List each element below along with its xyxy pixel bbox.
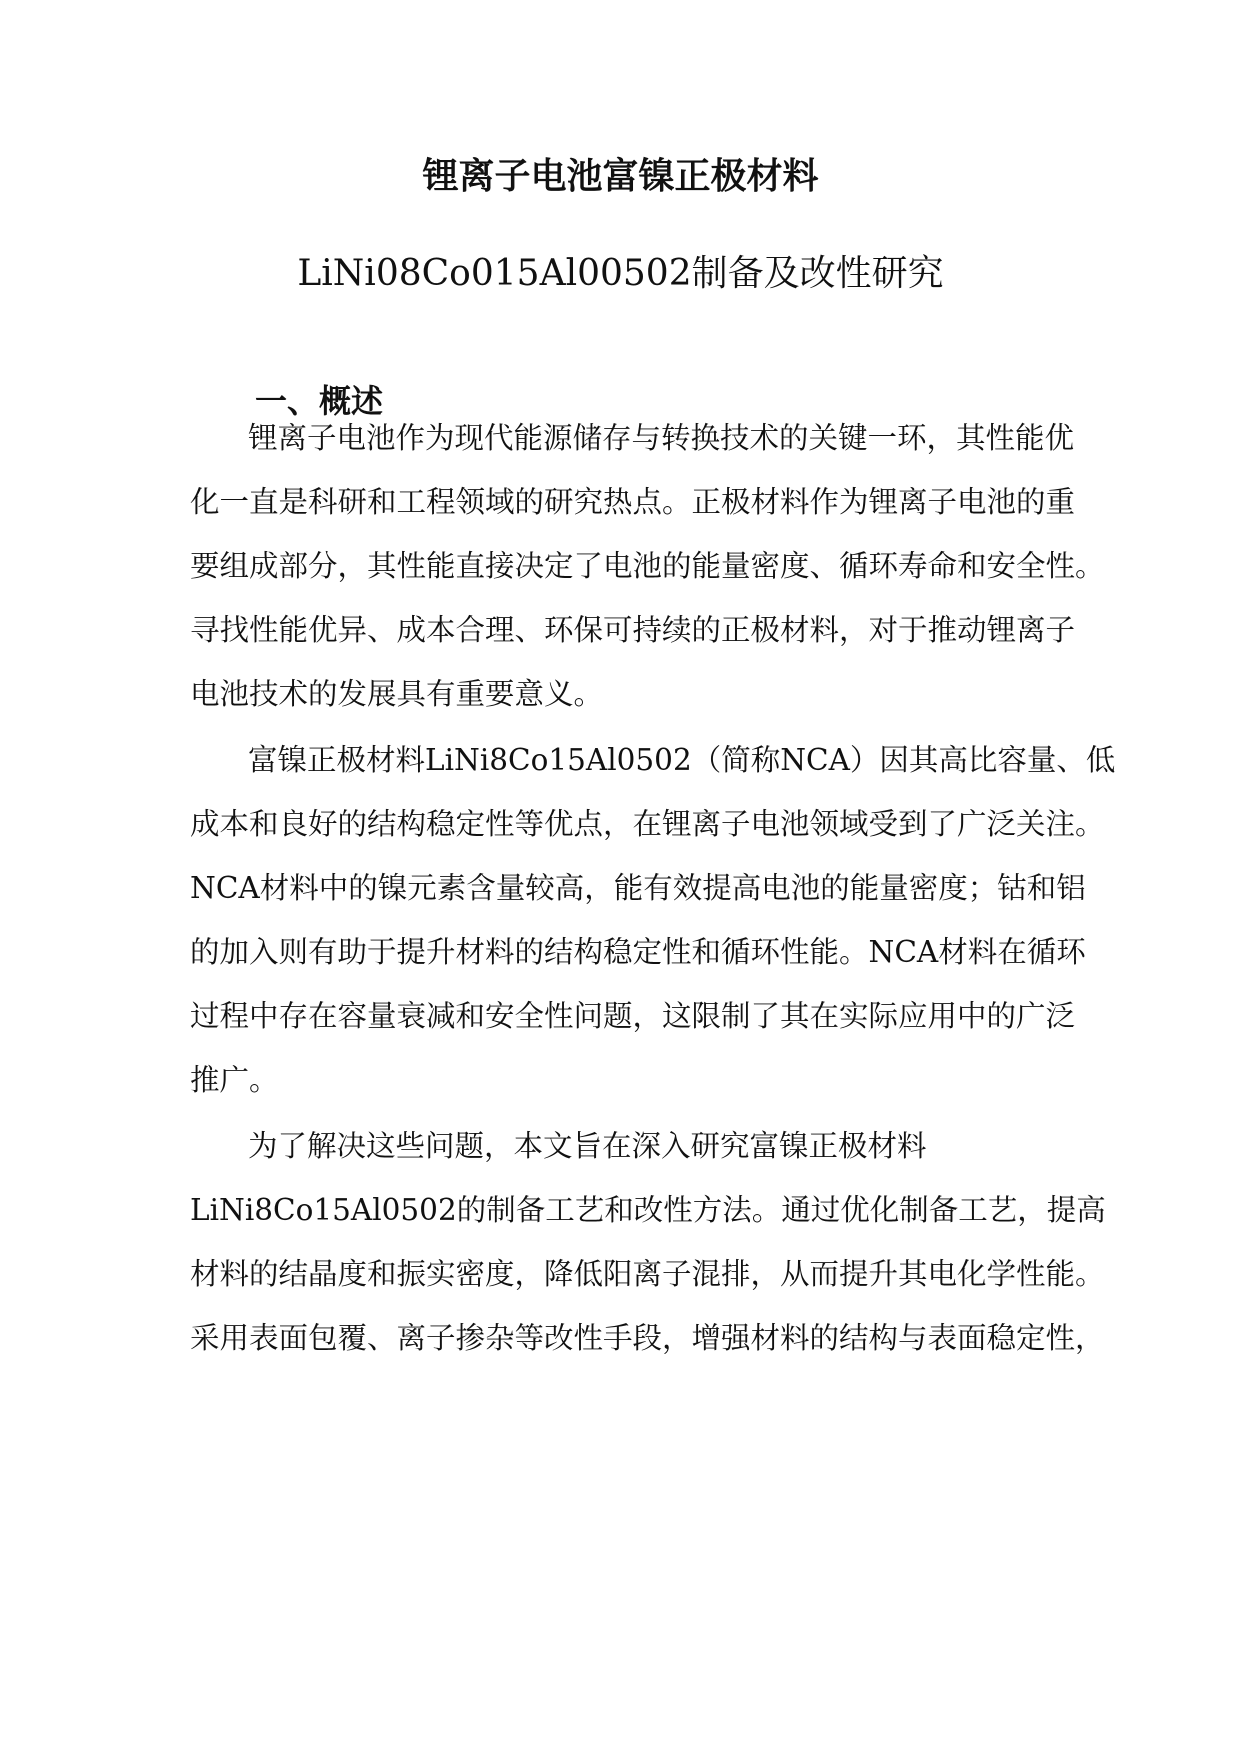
paragraph-line: 推广。: [190, 1063, 279, 1097]
paragraph-line: 成本和良好的结构稳定性等优点，在锂离子电池领域受到了广泛关注。: [190, 807, 1105, 841]
paragraph-line: 化一直是科研和工程领域的研究热点。正极材料作为锂离子电池的重: [190, 485, 1076, 519]
section-heading: 一、概述: [255, 382, 384, 420]
paragraph-line: 要组成部分，其性能直接决定了电池的能量密度、循环寿命和安全性。: [190, 549, 1105, 583]
paragraph-line: 的加入则有助于提升材料的结构稳定性和循环性能。NCA材料在循环: [190, 935, 1086, 969]
document-title: 锂离子电池富镍正极材料: [422, 155, 819, 197]
paragraph-line: 过程中存在容量衰减和安全性问题，这限制了其在实际应用中的广泛: [190, 999, 1076, 1033]
document-subtitle: LiNi08Co015Al00502制备及改性研究: [297, 253, 944, 294]
paragraph-line: 寻找性能优异、成本合理、环保可持续的正极材料，对于推动锂离子: [190, 613, 1076, 647]
paragraph-line: 材料的结晶度和振实密度，降低阳离子混排，从而提升其电化学性能。: [190, 1257, 1105, 1291]
paragraph-line: 锂离子电池作为现代能源储存与转换技术的关键一环，其性能优: [248, 421, 1075, 455]
paragraph-line: NCA材料中的镍元素含量较高，能有效提高电池的能量密度；钴和铝: [190, 871, 1086, 905]
paragraph-line: 电池技术的发展具有重要意义。: [190, 677, 604, 711]
paragraph-line: 为了解决这些问题，本文旨在深入研究富镍正极材料: [248, 1129, 927, 1163]
paragraph-line: LiNi8Co15Al0502的制备工艺和改性方法。通过优化制备工艺，提高: [190, 1193, 1106, 1227]
paragraph-line: 采用表面包覆、离子掺杂等改性手段，增强材料的结构与表面稳定性，: [190, 1321, 1105, 1355]
paragraph-line: 富镍正极材料LiNi8Co15Al0502（简称NCA）因其高比容量、低: [248, 743, 1116, 777]
